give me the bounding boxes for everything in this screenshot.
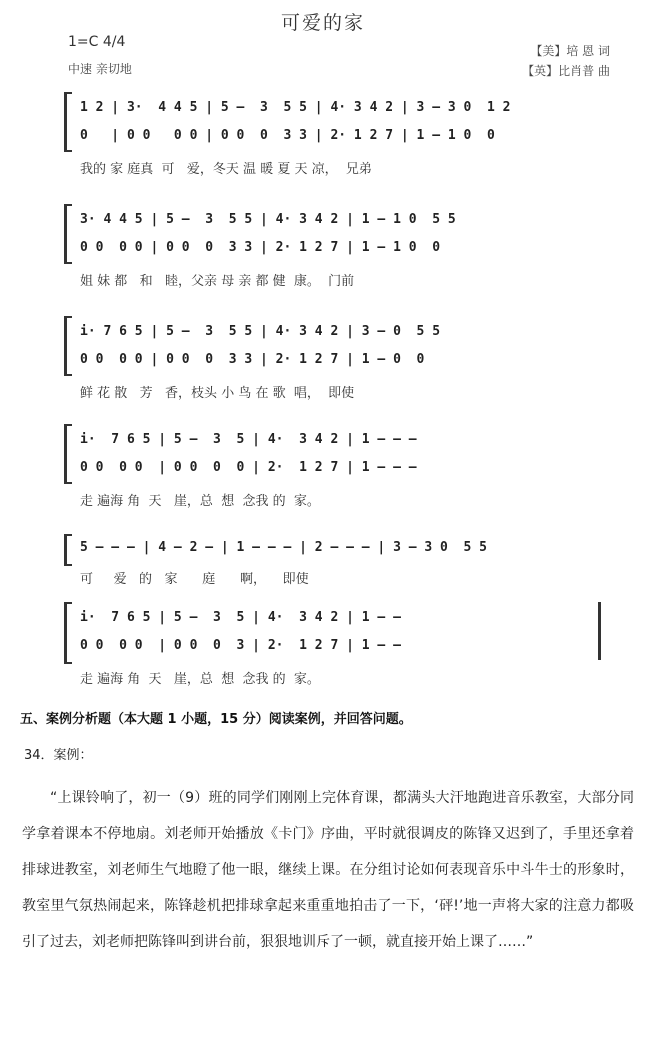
system-bracket — [64, 316, 72, 376]
lyrics-line: 可 爱 的 家 庭 啊， 即使 — [80, 572, 309, 587]
lower-voice: 0 | 0 0 0 0 | 0 0 0 3 3 | 2· 1 2 7 | 1 – 1 0 0 — [80, 128, 495, 143]
upper-voice: 3· 4 4 5 | 5 – 3 5 5 | 4· 3 4 2 | 1 – 1 0 5 5 — [80, 212, 456, 227]
key-signature: 1=C 4/4 — [68, 34, 126, 50]
composer-credit: 【英】比肖普 曲 — [522, 64, 610, 78]
lyricist-credit: 【美】培 恩 词 — [530, 44, 610, 58]
question-label: 34．案例： — [24, 748, 93, 763]
lyrics-line: 姐 妹 都 和 睦，父亲 母 亲 都 健 康。 门前 — [80, 274, 355, 289]
system-bracket — [64, 204, 72, 264]
upper-voice: i· 7 6 5 | 5 – 3 5 | 4· 3 4 2 | 1 – – – — [80, 432, 417, 447]
final-barline — [598, 602, 601, 660]
lower-voice: 0 0 0 0 | 0 0 0 3 | 2· 1 2 7 | 1 – – — [80, 638, 401, 653]
song-title: 可爱的家 — [280, 12, 365, 34]
lyrics-line: 走 遍海 角 天 崖，总 想 念我 的 家。 — [80, 494, 320, 509]
lyrics-line: 我的 家 庭真 可 爱，冬天 温 暖 夏 天 凉， 兄弟 — [80, 162, 372, 177]
system-bracket — [64, 602, 72, 664]
lyrics-line: 走 遍海 角 天 崖，总 想 念我 的 家。 — [80, 672, 320, 687]
lower-voice: 0 0 0 0 | 0 0 0 3 3 | 2· 1 2 7 | 1 – 1 0 0 — [80, 240, 441, 255]
case-paragraph: “上课铃响了，初一（9）班的同学们刚刚上完体育课，都满头大汗地跑进音乐教室，大部分同学拿着课本不停地扇。刘老师开始播放《卡门》序曲，平时就很调皮的陈锋又迟到了，手里还拿着排球进教室，刘老师生气地瞪了他一眼，继续上课。在分组讨论如何表现音乐中斗牛士的形象时，教室里气氛热闹起来，陈锋趁机把排球拿起来重重地拍击了一下，‘砰!’地一声将大家的注意力都吸引了过去，刘老师把陈锋叫到讲台前，狠狠地训斥了一顿，就直接开始上课了……” — [22, 790, 634, 950]
case-text — [22, 780, 634, 960]
tempo-marking: 中速 亲切地 — [68, 62, 132, 76]
section-heading: 五、案例分析题（本大题 1 小题，15 分）阅读案例，并回答问题。 — [20, 712, 412, 727]
system-bracket — [64, 92, 72, 152]
system-bracket — [64, 424, 72, 484]
lower-voice: 0 0 0 0 | 0 0 0 3 3 | 2· 1 2 7 | 1 – 0 0 — [80, 352, 425, 367]
upper-voice: i· 7 6 5 | 5 – 3 5 5 | 4· 3 4 2 | 3 – 0 5 5 — [80, 324, 441, 339]
case-analysis-section — [0, 700, 646, 1043]
upper-voice: 1 2 | 3· 4 4 5 | 5 – 3 5 5 | 4· 3 4 2 | 3 – 3 0 1 2 — [80, 100, 511, 115]
upper-voice: i· 7 6 5 | 5 – 3 5 | 4· 3 4 2 | 1 – – — [80, 610, 401, 625]
lyrics-line: 鲜 花 散 芳 香，枝头 小 鸟 在 歌 唱， 即使 — [80, 386, 355, 401]
upper-voice: 5 – – – | 4 – 2 – | 1 – – – | 2 – – – | 3 – 3 0 5 5 — [80, 540, 487, 555]
system-bracket — [64, 534, 72, 566]
lower-voice: 0 0 0 0 | 0 0 0 0 | 2· 1 2 7 | 1 – – – — [80, 460, 417, 475]
